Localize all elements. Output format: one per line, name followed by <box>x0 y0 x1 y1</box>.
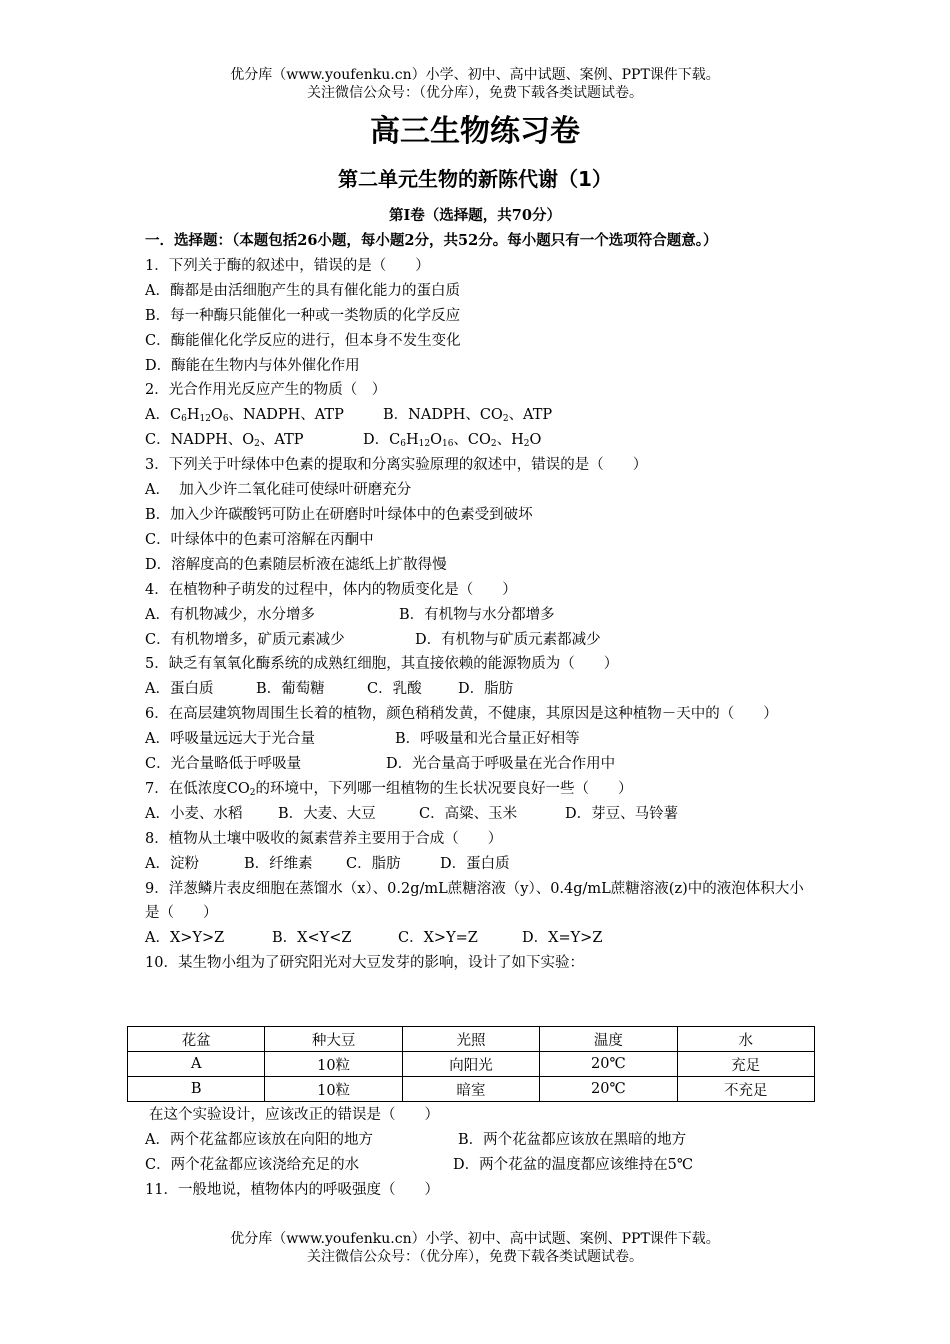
q2-stem: 2．光合作用光反应产生的物质（ ） <box>145 382 387 399</box>
page-header <box>0 66 950 102</box>
q5-stem: 5．缺乏有氧氧化酶系统的成熟红细胞，其直接依赖的能源物质为（ ） <box>145 656 619 673</box>
q2-option-c: C．NADPH、$O_2$、ATP <box>145 432 304 450</box>
exam-title: 高三生物练习卷 <box>370 114 580 149</box>
q5-option-c: C．乳酸 <box>367 681 422 698</box>
q10-options-cd <box>145 1153 815 1178</box>
table-cell: 10粒 <box>265 1052 402 1077</box>
q2-options-cd <box>145 428 815 453</box>
q7-option-b: B．大麦、大豆 <box>278 805 376 822</box>
q4-option-b: B．有机物与水分都增多 <box>399 606 555 623</box>
section-heading: 一．选择题：（本题包括26小题，每小题2分，共52分。每小题只有一个选项符合题意。） <box>145 232 718 249</box>
q9-option-c: C．X>Y=Z <box>398 930 478 947</box>
q4-options-cd <box>145 628 815 653</box>
q3-stem: 3．下列关于叶绿体中色素的提取和分离实验原理的叙述中，错误的是（ ） <box>145 457 648 474</box>
table-row <box>128 1052 815 1077</box>
q5-option-a: A．蛋白质 <box>145 681 214 698</box>
q6-options-ab <box>145 727 815 752</box>
q4-option-d: D．有机物与矿质元素都减少 <box>415 631 601 648</box>
table-cell: 充足 <box>677 1052 814 1077</box>
q9-option-b: B．X<Y<Z <box>272 930 352 947</box>
table-cell: 向阳光 <box>402 1052 539 1077</box>
q1-option-a: A．酶都是由活细胞产生的具有催化能力的蛋白质 <box>145 282 460 299</box>
q3-option-d: D．溶解度高的色素随层析液在滤纸上扩散得慢 <box>145 556 447 573</box>
q2-options-ab <box>145 403 815 428</box>
table-header-cell: 光照 <box>402 1027 539 1052</box>
footer-line-2: 关注微信公众号：（优分库），免费下载各类试题试卷。 <box>307 1249 643 1265</box>
q4-option-c: C．有机物增多，矿质元素减少 <box>145 631 345 648</box>
q1-option-b: B．每一种酶只能催化一种或一类物质的化学反应 <box>145 307 461 324</box>
q3-option-a: A． 加入少许二氧化硅可使绿叶研磨充分 <box>145 482 412 499</box>
table-header-row <box>128 1027 815 1052</box>
table-cell: B <box>128 1077 265 1102</box>
q10-option-c: C．两个花盆都应该浇给充足的水 <box>145 1156 360 1173</box>
q6-option-a: A．呼吸量远远大于光合量 <box>145 731 315 748</box>
q7-options <box>145 802 815 827</box>
q1-option-d: D．酶能在生物内与体外催化作用 <box>145 357 360 374</box>
page-footer <box>0 1230 950 1266</box>
q7-stem: 7．在低浓度$CO_2$的环境中，下列哪一组植物的生长状况要良好一些（ ） <box>145 780 633 798</box>
q2-option-d: D．$C_6H_{12}O_{16}$、$CO_2$、$H_2O$ <box>363 432 542 450</box>
q3-option-b: B．加入少许碳酸钙可防止在研磨时叶绿体中的色素受到破坏 <box>145 506 533 523</box>
q2-option-a: A．$C_6H_{12}O_6$、NADPH、ATP <box>145 407 344 425</box>
q5-option-b: B．葡萄糖 <box>256 681 325 698</box>
q10-stem: 10．某生物小组为了研究阳光对大豆发芽的影响，设计了如下实验： <box>145 955 584 972</box>
table-cell: 20℃ <box>540 1052 677 1077</box>
question-body-continued <box>145 1103 815 1203</box>
q8-options <box>145 852 815 877</box>
experiment-table <box>127 1026 815 1102</box>
q6-option-b: B．呼吸量和光合量正好相等 <box>395 731 580 748</box>
table-header-cell: 温度 <box>540 1027 677 1052</box>
q6-option-c: C．光合量略低于呼吸量 <box>145 756 302 773</box>
q9-options <box>145 926 815 951</box>
exam-subtitle: 第二单元生物的新陈代谢（1） <box>338 167 612 191</box>
table-cell: 不充足 <box>677 1077 814 1102</box>
header-line-1: 优分库（www.youfenku.cn）小学、初中、高中试题、案例、PPT课件下载。 <box>230 67 720 83</box>
q5-options <box>145 677 815 702</box>
part-title: 第I卷（选择题，共70分） <box>389 207 561 224</box>
q9-stem: 9．洋葱鳞片表皮细胞在蒸馏水（x）、0.2g/mL蔗糖溶液（y）、0.4g/mL蔗糖溶液(z)中的液泡体积大小是（ ） <box>145 880 804 922</box>
q8-option-b: B．纤维素 <box>244 855 313 872</box>
q8-option-a: A．淀粉 <box>145 855 199 872</box>
question-body <box>145 229 815 976</box>
q1-option-c: C．酶能催化化学反应的进行，但本身不发生变化 <box>145 332 461 349</box>
table-cell: 10粒 <box>265 1077 402 1102</box>
q6-options-cd <box>145 752 815 777</box>
header-line-2: 关注微信公众号：（优分库），免费下载各类试题试卷。 <box>307 85 643 101</box>
q2-option-b: B．NADPH、$CO_2$、ATP <box>383 407 553 425</box>
q8-option-d: D．蛋白质 <box>440 855 510 872</box>
q9-option-a: A．X>Y>Z <box>145 930 225 947</box>
table-row <box>128 1077 815 1102</box>
q10-follow: 在这个实验设计，应该改正的错误是（ ） <box>149 1107 439 1123</box>
q10-option-a: A．两个花盆都应该放在向阳的地方 <box>145 1131 373 1148</box>
table-cell: 20℃ <box>540 1077 677 1102</box>
q3-option-c: C．叶绿体中的色素可溶解在丙酮中 <box>145 531 374 548</box>
q7-option-d: D．芽豆、马铃薯 <box>565 805 679 822</box>
q4-option-a: A．有机物减少，水分增多 <box>145 606 315 623</box>
q7-option-c: C．高粱、玉米 <box>419 805 518 822</box>
table-cell: A <box>128 1052 265 1077</box>
q10-options-ab <box>145 1128 815 1153</box>
q8-stem: 8．植物从土壤中吸收的氮素营养主要用于合成（ ） <box>145 830 503 847</box>
table-cell: 暗室 <box>402 1077 539 1102</box>
footer-line-1: 优分库（www.youfenku.cn）小学、初中、高中试题、案例、PPT课件下载。 <box>230 1231 720 1247</box>
table-header-cell: 水 <box>677 1027 814 1052</box>
q6-option-d: D．光合量高于呼吸量在光合作用中 <box>386 756 616 773</box>
q10-option-d: D．两个花盆的温度都应该维持在5℃ <box>453 1156 694 1173</box>
q8-option-c: C．脂肪 <box>346 855 401 872</box>
q6-stem: 6．在高层建筑物周围生长着的植物，颜色稍稍发黄，不健康，其原因是这种植物－天中的（ ） <box>145 706 778 723</box>
q9-option-d: D．X=Y>Z <box>522 930 603 947</box>
q4-options-ab <box>145 603 815 628</box>
table-header-cell: 种大豆 <box>265 1027 402 1052</box>
q1-stem: 1．下列关于酶的叙述中，错误的是（ ） <box>145 257 430 274</box>
q7-option-a: A．小麦、水稻 <box>145 805 243 822</box>
q10-option-b: B．两个花盆都应该放在黑暗的地方 <box>458 1131 687 1148</box>
q4-stem: 4．在植物种子萌发的过程中，体内的物质变化是（ ） <box>145 581 517 598</box>
q5-option-d: D．脂肪 <box>458 681 514 698</box>
table-header-cell: 花盆 <box>128 1027 265 1052</box>
q11-stem: 11．一般地说，植物体内的呼吸强度（ ） <box>145 1181 439 1198</box>
